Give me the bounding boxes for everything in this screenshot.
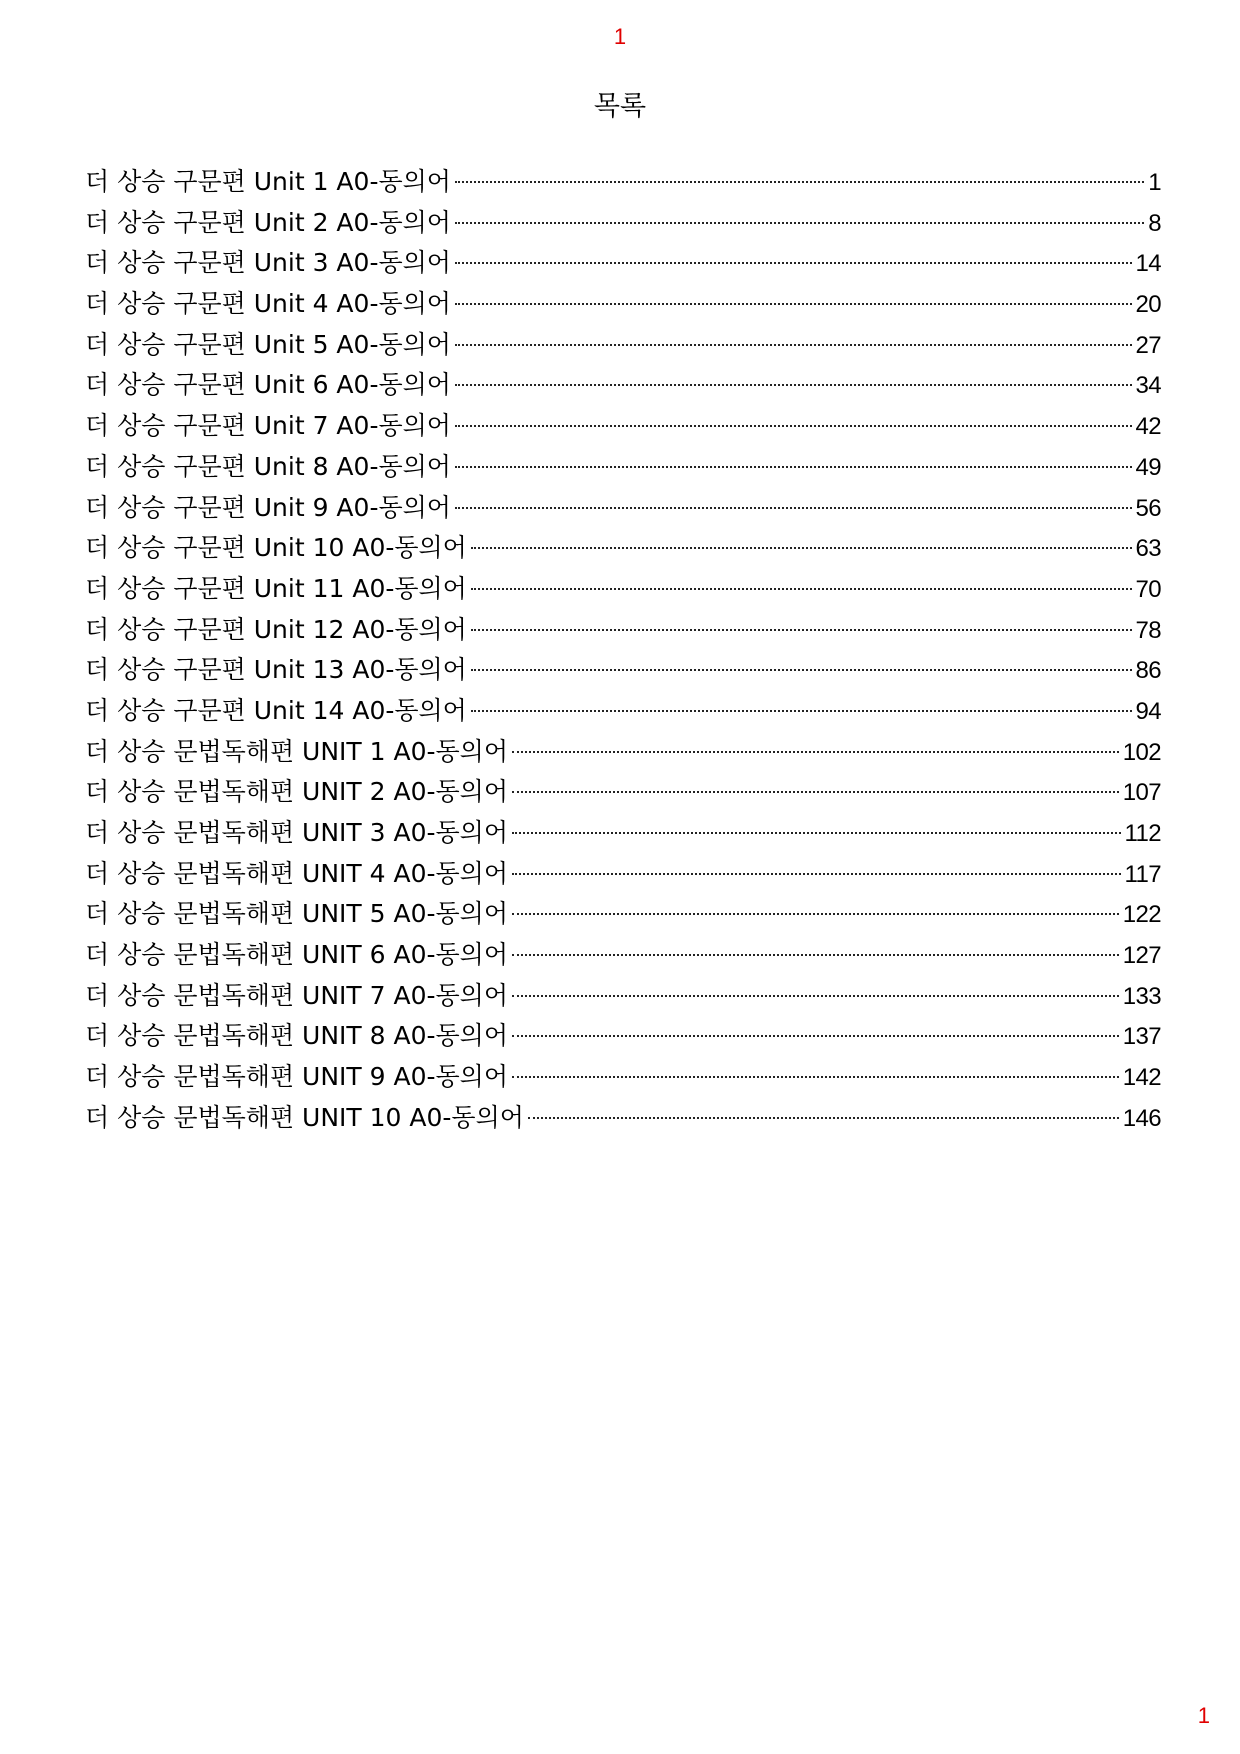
toc-dot-leader [512,873,1121,875]
toc-entry[interactable] [85,569,1161,610]
toc-dot-leader [455,181,1144,183]
toc-entry-page: 146 [1122,1104,1161,1132]
toc-entry[interactable] [85,813,1161,854]
toc-entry-page: 78 [1135,616,1161,644]
toc-entry-title: 더 상승 문법독해편 UNIT 5 A0-동의어 [85,899,508,929]
toc-entry-page: 20 [1135,291,1161,319]
toc-title: 목록 [593,91,647,122]
toc-dot-leader [512,1035,1119,1037]
toc-dot-leader [455,344,1132,346]
toc-dot-leader [471,588,1132,590]
toc-entry-page: 142 [1122,1064,1161,1092]
toc-entry-page: 137 [1122,1023,1161,1051]
toc-entry[interactable] [85,610,1161,651]
toc-entry[interactable] [85,406,1161,447]
toc-entry-title: 더 상승 구문편 Unit 7 A0-동의어 [85,411,451,441]
toc-dot-leader [455,507,1132,509]
toc-dot-leader [512,1076,1119,1078]
toc-entry[interactable] [85,732,1161,773]
toc-entry[interactable] [85,976,1161,1017]
toc-entry[interactable] [85,1098,1161,1139]
toc-entry[interactable] [85,203,1161,244]
toc-entry[interactable] [85,691,1161,732]
toc-entry-title: 더 상승 문법독해편 UNIT 7 A0-동의어 [85,980,508,1010]
toc-entry-page: 127 [1122,942,1161,970]
toc-entry-title: 더 상승 구문편 Unit 9 A0-동의어 [85,492,451,522]
toc-entry-page: 56 [1135,494,1161,522]
toc-entry-title: 더 상승 구문편 Unit 10 A0-동의어 [85,533,467,563]
toc-dot-leader [471,547,1132,549]
toc-entry[interactable] [85,447,1161,488]
toc-dot-leader [455,222,1144,224]
toc-entry-title: 더 상승 구문편 Unit 6 A0-동의어 [85,370,451,400]
toc-entry[interactable] [85,284,1161,325]
toc-entry-page: 112 [1124,820,1161,847]
toc-entry-title: 더 상승 문법독해편 UNIT 8 A0-동의어 [85,1021,508,1051]
header-page-number: 1 [613,24,627,49]
footer-page-number: 1 [1197,1703,1210,1728]
toc-dot-leader [471,710,1132,712]
toc-entry[interactable] [85,894,1161,935]
toc-entry-title: 더 상승 구문편 Unit 13 A0-동의어 [85,655,467,685]
toc-entry-page: 94 [1135,697,1161,725]
toc-entry[interactable] [85,854,1161,895]
toc-entry[interactable] [85,488,1161,529]
toc-dot-leader [528,1117,1119,1119]
toc-dot-leader [512,995,1119,997]
toc-entry-title: 더 상승 문법독해편 UNIT 4 A0-동의어 [85,858,508,888]
toc-entry-title: 더 상승 문법독해편 UNIT 2 A0-동의어 [85,777,508,807]
toc-entry-page: 117 [1124,860,1161,888]
toc-dot-leader [512,954,1119,956]
toc-entry-title: 더 상승 구문편 Unit 12 A0-동의어 [85,614,467,644]
toc-entry-title: 더 상승 문법독해편 UNIT 1 A0-동의어 [85,736,508,766]
toc-dot-leader [512,751,1119,753]
toc-entry[interactable] [85,1057,1161,1098]
toc-entry-page: 122 [1122,901,1161,929]
toc-entry-page: 107 [1122,779,1161,807]
toc-dot-leader [471,669,1132,671]
toc-entry[interactable] [85,935,1161,976]
toc-entry-page: 42 [1135,413,1161,441]
toc-entry-title: 더 상승 구문편 Unit 8 A0-동의어 [85,451,451,481]
toc-dot-leader [512,832,1121,834]
toc-entry-page: 27 [1135,331,1161,359]
toc-entry-page: 102 [1122,738,1161,766]
toc-entry-page: 8 [1148,209,1161,237]
toc-entry-page: 1 [1148,169,1161,196]
toc-entry-page: 14 [1135,250,1161,278]
toc-entry[interactable] [85,528,1161,569]
toc-entry-title: 더 상승 구문편 Unit 1 A0-동의어 [85,167,451,196]
toc-entry-title: 더 상승 구문편 Unit 14 A0-동의어 [85,695,467,725]
toc-entry-title: 더 상승 구문편 Unit 5 A0-동의어 [85,329,451,359]
toc-dot-leader [455,384,1132,386]
toc-dot-leader [455,466,1132,468]
toc-entry[interactable] [85,243,1161,284]
toc-entry-page: 49 [1135,453,1161,481]
toc-entry-page: 133 [1122,982,1161,1010]
toc-dot-leader [455,262,1132,264]
toc-entry-page: 63 [1135,535,1161,563]
toc-entry-title: 더 상승 구문편 Unit 4 A0-동의어 [85,289,451,319]
toc-entry-title: 더 상승 구문편 Unit 2 A0-동의어 [85,207,451,237]
toc-entry[interactable] [85,325,1161,366]
toc-entry-page: 34 [1135,372,1161,400]
toc-dot-leader [512,913,1119,915]
toc-entry-title: 더 상승 구문편 Unit 11 A0-동의어 [85,573,467,603]
toc-dot-leader [455,303,1132,305]
toc-entry-page: 86 [1135,657,1161,685]
toc-dot-leader [471,629,1132,631]
toc-entry[interactable] [85,1016,1161,1057]
toc-entry-page: 70 [1135,575,1161,603]
toc-entry[interactable] [85,772,1161,813]
toc-entry-title: 더 상승 문법독해편 UNIT 3 A0-동의어 [85,818,508,847]
toc-dot-leader [512,791,1119,793]
toc-entry[interactable] [85,365,1161,406]
toc-entry-title: 더 상승 문법독해편 UNIT 6 A0-동의어 [85,940,508,970]
toc-entry-title: 더 상승 문법독해편 UNIT 9 A0-동의어 [85,1062,508,1092]
toc-entry-title: 더 상승 구문편 Unit 3 A0-동의어 [85,248,451,278]
toc-entry-title: 더 상승 문법독해편 UNIT 10 A0-동의어 [85,1102,524,1132]
toc-dot-leader [455,425,1132,427]
toc-list [85,162,1161,1139]
toc-entry[interactable] [85,162,1161,203]
toc-entry[interactable] [85,650,1161,691]
